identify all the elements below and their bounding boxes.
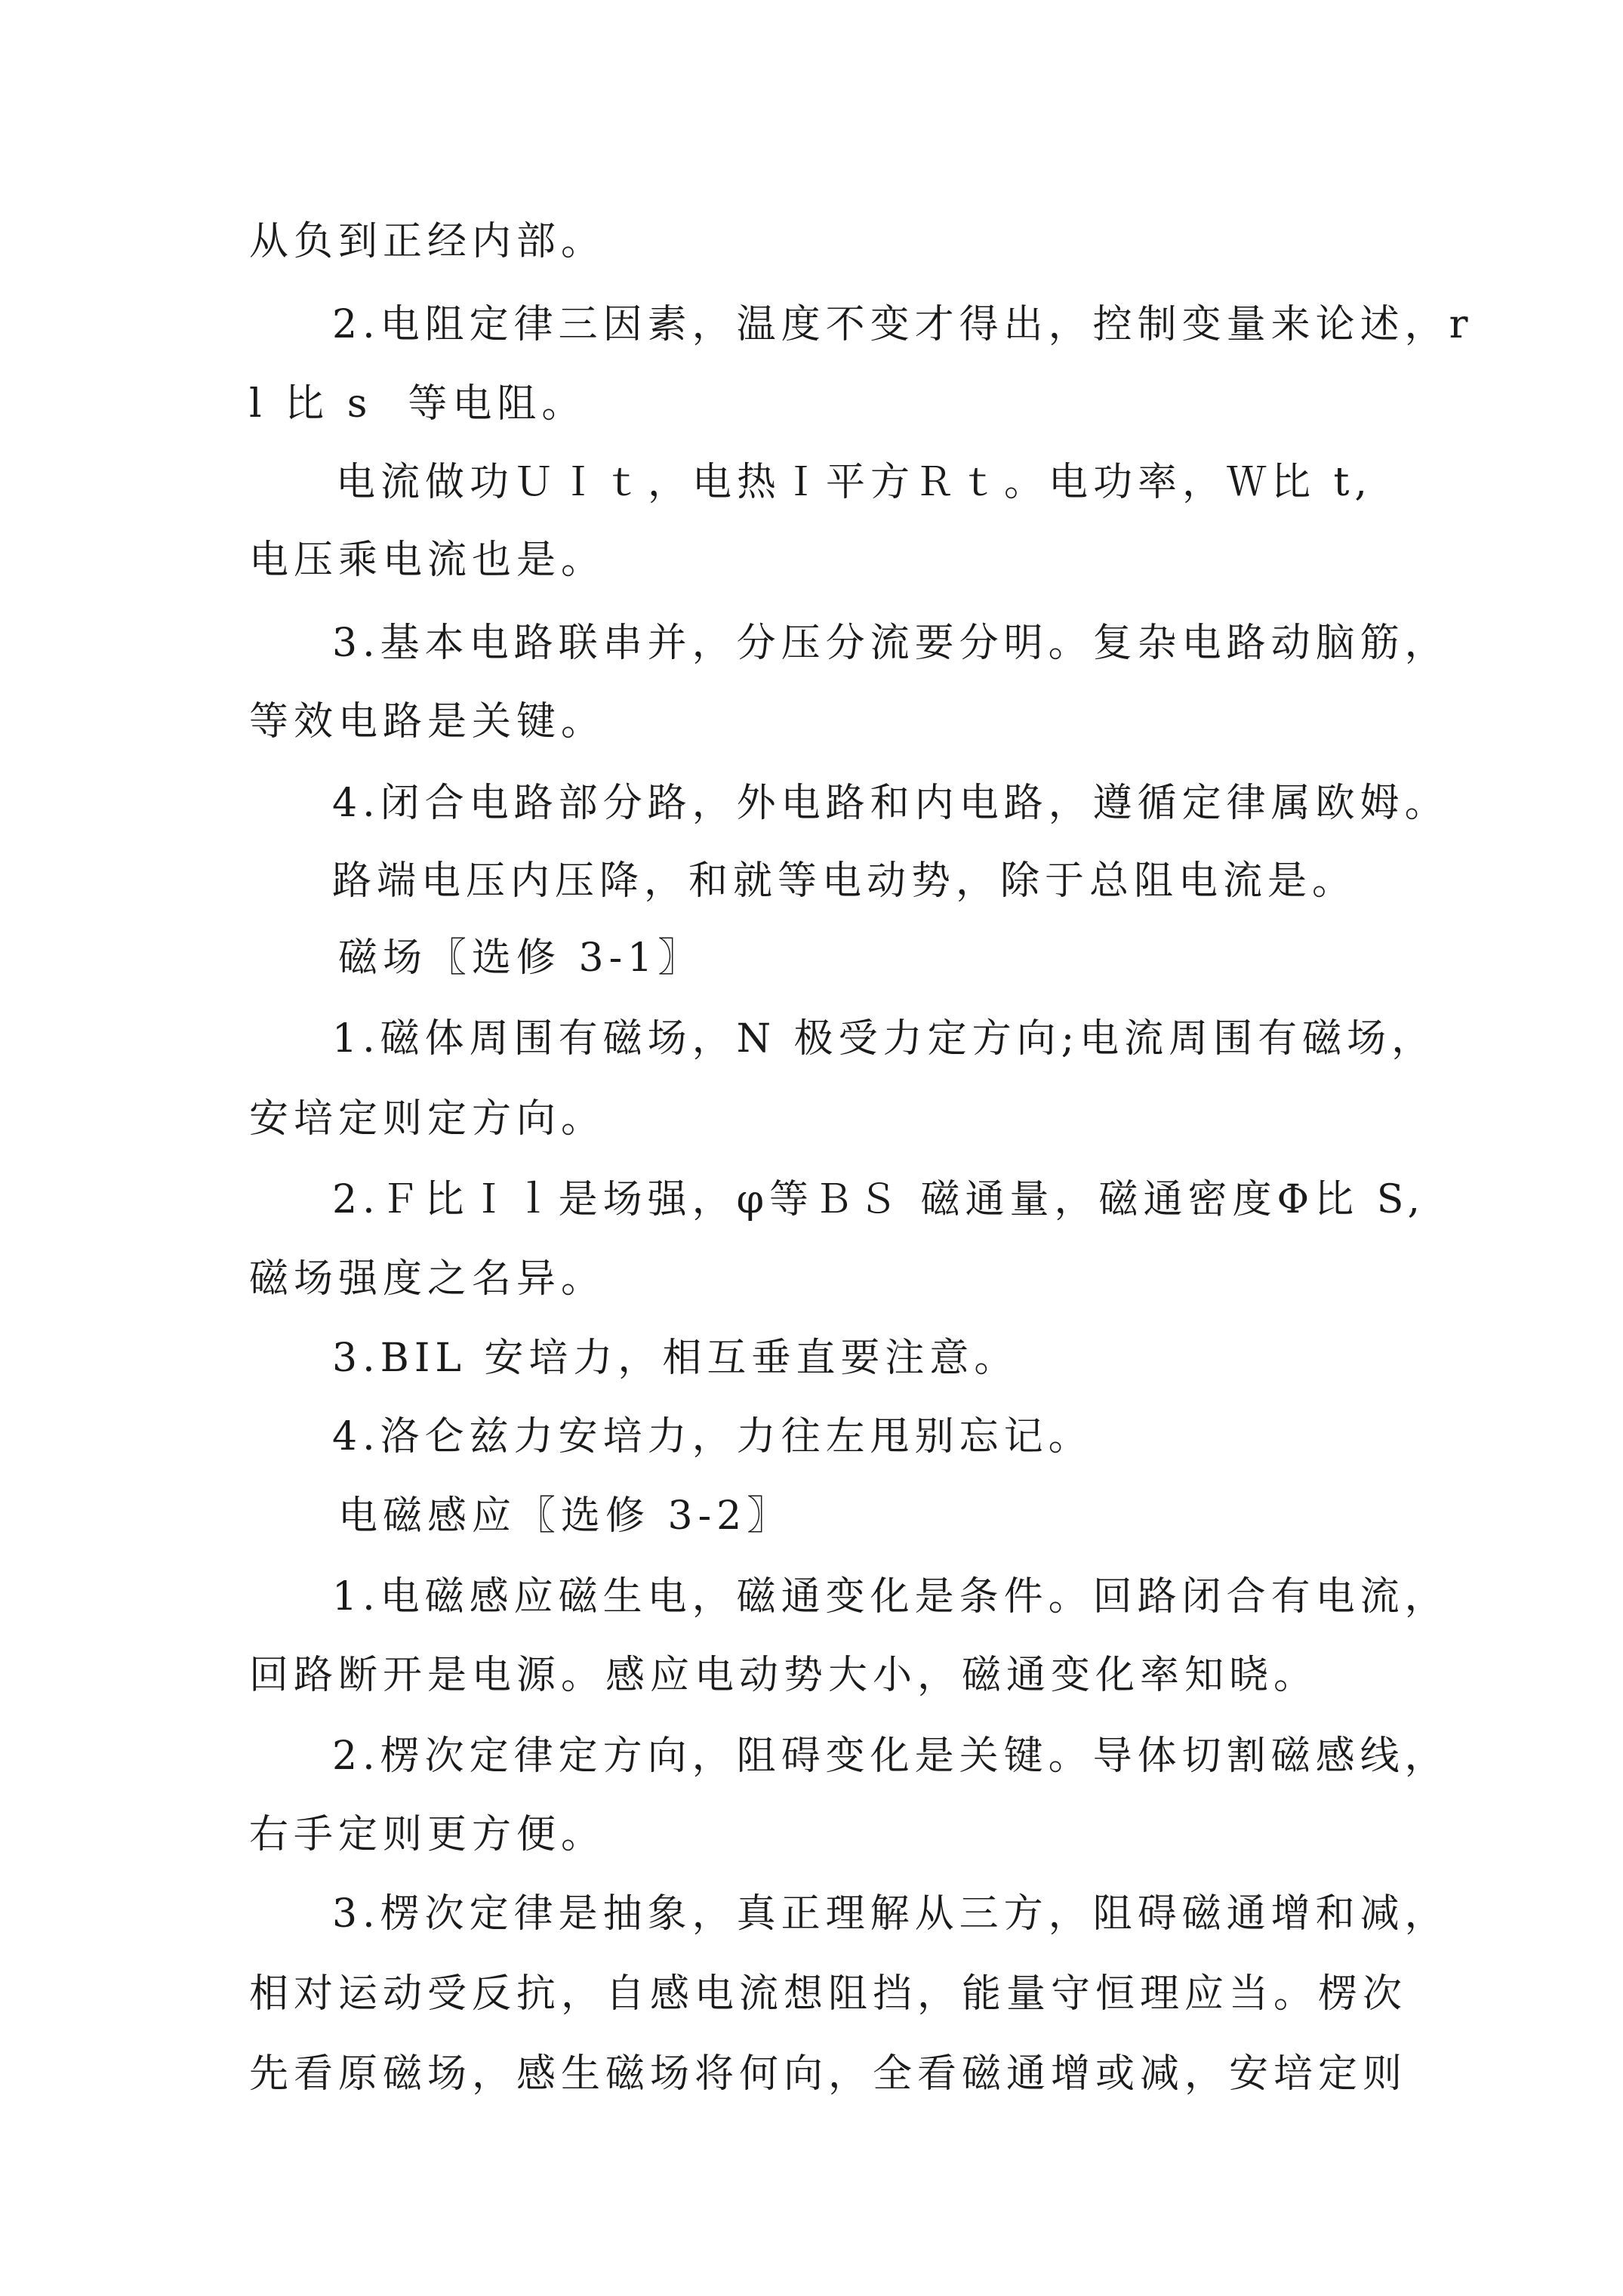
text-line: 电流做功ＵＩｔ，电热Ｉ平方Ｒｔ。电功率，Ｗ比 t,: [336, 460, 1372, 505]
text-line: 相对运动受反抗，自感电流想阻挡，能量守恒理应当。楞次: [249, 1971, 1408, 2017]
text-line: 1.电磁感应磁生电，磁通变化是条件。回路闭合有电流，: [332, 1574, 1449, 1620]
text-line: 1.磁体周围有磁场，N 极受力定方向;电流周围有磁场，: [332, 1016, 1437, 1062]
text-line: 3.基本电路联串并，分压分流要分明。复杂电路动脑筋，: [332, 621, 1449, 666]
text-line: 右手定则更方便。: [249, 1812, 606, 1857]
text-line: 磁场强度之名异。: [249, 1256, 606, 1302]
text-line: 4.闭合电路部分路，外电路和内电路，遵循定律属欧姆。: [332, 781, 1449, 826]
text-line: 电压乘电流也是。: [249, 538, 606, 583]
text-line: 2.楞次定律定方向，阻碍变化是关键。导体切割磁感线，: [332, 1734, 1449, 1779]
text-line: 2.电阻定律三因素，温度不变才得出，控制变量来论述，r: [332, 302, 1474, 347]
text-line: 3.楞次定律是抽象，真正理解从三方，阻碍磁通增和减，: [332, 1891, 1449, 1937]
text-line: 安培定则定方向。: [249, 1096, 606, 1142]
text-line: 先看原磁场，感生磁场将何向，全看磁通增或减，安培定则: [249, 2051, 1408, 2097]
text-line: 3.BIL 安培力，相互垂直要注意。: [332, 1336, 1019, 1381]
text-line: 4.洛仑兹力安培力，力往左甩别忘记。: [332, 1414, 1093, 1459]
text-line: 2.Ｆ比Ｉｌ是场强，φ等ＢＳ 磁通量，磁通密度Φ比 S,: [332, 1177, 1426, 1222]
section-heading: 电磁感应〖选修 3-2〗: [338, 1493, 792, 1539]
text-line: 等效电路是关键。: [249, 699, 606, 744]
text-line: 回路断开是电源。感应电动势大小，磁通变化率知晓。: [249, 1653, 1319, 1698]
text-line: 路端电压内压降，和就等电动势，除于总阻电流是。: [332, 858, 1357, 904]
text-line: 从负到正经内部。: [249, 219, 606, 264]
section-heading: 磁场〖选修 3-1〗: [338, 935, 703, 981]
text-line: l 比 s 等电阻。: [249, 381, 587, 427]
